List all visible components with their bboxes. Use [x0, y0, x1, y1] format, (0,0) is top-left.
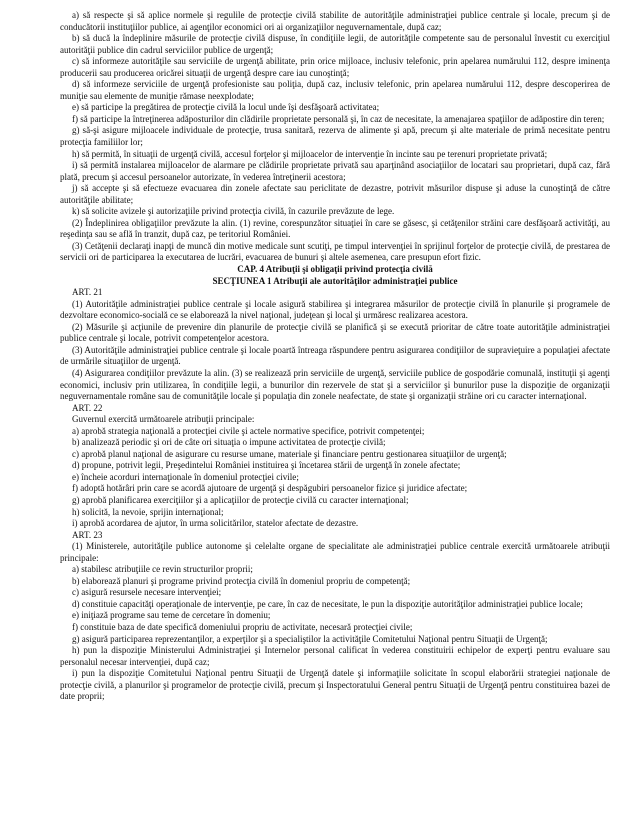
- list-item: f) constituie baza de date specifică domeniului propriu de activitate, necesară protecţiei civile;: [72, 621, 413, 632]
- article-21: [60, 287, 610, 402]
- list-item: c) aprobă planul naţional de asigurare cu resurse umane, materiale şi financiare pentru gestionarea situaţiilor de urgenţă;: [72, 448, 507, 459]
- paragraph: g) să-şi asigure mijloacele individuale de protecţie, trusa sanitară, rezerva de alimente şi apă, precum şi alte materiale de primă necesitate pentru protecţia familiilor lor;: [60, 125, 610, 148]
- article-intro: (1) Ministerele, autorităţile publice autonome şi celelalte organe de specialitate ale administraţiei publice centrale exercită următoarele atribuţii principale:: [60, 541, 610, 563]
- list-item: a) stabilesc atribuţiile ce revin structurilor proprii;: [72, 564, 253, 575]
- paragraph: (2) Măsurile şi acţiunile de prevenire din planurile de protecţie civilă se planifică şi se execută prioritar de către toate autorităţile administraţiei publice centrale şi locale, potrivit competenţelor acestora.: [60, 321, 610, 344]
- obligations-list: [60, 10, 610, 264]
- list-item: e) încheie acorduri internaţionale în domeniul protecţiei civile;: [72, 471, 299, 482]
- list-item: h) solicită, la nevoie, sprijin internaţional;: [72, 506, 224, 517]
- paragraph: h) să permită, în situaţii de urgenţă civilă, accesul forţelor şi mijloacelor de intervenţie în incinte sau pe terenuri proprietate privată;: [72, 148, 548, 159]
- article-label: ART. 21: [72, 287, 103, 298]
- list-item: i) pun la dispoziţie Comitetului Naţional pentru Situaţii de Urgenţă datele şi informaţiile solicitate în scopul elaborării strategiei naţionale de protecţie civilă, a planurilor şi programelor de protecţie civilă, precum şi Inspectoratului General pentru Situaţii de Urgenţă pentru constituirea bazei de date proprii;: [60, 668, 610, 702]
- paragraph: e) să participe la pregătirea de protecţie civilă la locul unde îşi desfăşoară activitatea;: [72, 102, 380, 113]
- article-intro: Guvernul exercită următoarele atribuţii principale:: [72, 414, 255, 425]
- paragraph: (2) Îndeplinirea obligaţiilor prevăzute la alin. (1) revine, corespunzător situaţiei în care se găsesc, şi cetăţenilor străini care desfăşoară activităţi, au reşedinţa sau se află în tranzit, după caz, pe teritoriul României.: [60, 217, 610, 240]
- paragraph: b) să ducă la îndeplinire măsurile de protecţie civilă dispuse, în condiţiile legii, de autorităţile competente sau de personalul învestit cu exerciţiul autorităţii publice din cadrul serviciilor publice de urgenţă;: [60, 33, 610, 55]
- paragraph: (3) Cetăţenii declaraţi inapţi de muncă din motive medicale sunt scutiţi, pe timpul intervenţiei în sprijinul forţelor de protecţie civilă, de prestarea de servicii ori de participarea la executarea de lucrări, evacuarea de bunuri şi altele asemenea, care presupun efort fizic.: [60, 240, 610, 263]
- paragraph: (3) Autorităţile administraţiei publice centrale şi locale poartă întreaga răspundere pentru asigurarea condiţiilor de supravieţuire a populaţiei afectate de urmările situaţiilor de urgenţă.: [60, 344, 610, 367]
- list-item: d) constituie capacităţi operaţionale de intervenţie, pe care, în caz de necesitate, le pun la dispoziţie autorităţilor administraţiei publice locale;: [72, 598, 583, 609]
- paragraph: k) să solicite avizele şi autorizaţiile privind protecţia civilă, în cazurile prevăzute de lege.: [72, 206, 395, 217]
- list-item: e) iniţiază programe sau teme de cercetare în domeniu;: [72, 610, 271, 621]
- paragraph: c) să informeze autorităţile sau serviciile de urgenţă abilitate, prin orice mijloace, inclusiv telefonic, prin apelarea numărului 112, despre iminenţa producerii sau producerea oricărei situaţii de urgenţă despre care iau cunoştinţă;: [60, 56, 610, 78]
- article-label: ART. 23: [72, 529, 103, 540]
- article-label: ART. 22: [72, 402, 103, 413]
- list-item: a) aprobă strategia naţională a protecţiei civile şi actele normative specifice, potrivit competenţei;: [72, 425, 425, 436]
- paragraph: (1) Autorităţile administraţiei publice centrale şi locale asigură stabilirea şi integrarea măsurilor de protecţie civilă în planurile şi programele de dezvoltare economico-socială ce se elaborează la nivel naţional, judeţean şi local şi urmăresc realizarea acestora.: [60, 298, 610, 321]
- list-item: h) pun la dispoziţie Ministerului Administraţiei şi Internelor personal calificat în vederea constituirii echipelor de experţi pentru evaluare sau personalul necesar intervenţiei, după caz;: [60, 645, 610, 667]
- article-23: [60, 530, 610, 703]
- chapter-title: CAP. 4 Atribuţii şi obligaţii privind protecţia civilă: [237, 264, 433, 275]
- list-item: i) aprobă acordarea de ajutor, în urma solicitărilor, statelor afectate de dezastre.: [72, 518, 359, 529]
- paragraph: f) să participe la întreţinerea adăposturilor din clădirile proprietate personală şi, în caz de necesitate, la amenajarea spaţiilor de adăpostire din teren;: [72, 113, 605, 124]
- list-item: g) asigură participarea reprezentanţilor, a experţilor şi a specialiştilor la activităţile Comitetului Naţional pentru Situaţii de Urgenţă;: [72, 633, 548, 644]
- article-22: [60, 403, 610, 530]
- list-item: b) elaborează planuri şi programe privind protecţia civilă în domeniul propriu de competenţă;: [72, 575, 411, 586]
- list-item: d) propune, potrivit legii, Preşedintelui României instituirea şi încetarea stării de urgenţă în zonele afectate;: [72, 460, 461, 471]
- list-item: f) adoptă hotărâri prin care se acordă ajutoare de urgenţă şi despăgubiri persoanelor fizice şi juridice afectate;: [72, 483, 468, 494]
- paragraph: d) să informeze serviciile de urgenţă profesioniste sau poliţia, după caz, inclusiv telefonic, prin apelarea numărului 112, despre descoperirea de muniţie sau elemente de muniţie rămase neexplodate;: [60, 79, 610, 101]
- paragraph: i) să permită instalarea mijloacelor de alarmare pe clădirile proprietate privată sau aparţinând asociaţiilor de locatari sau proprietari, după caz, fără plată, precum şi accesul persoanelor autorizate, în vederea întreţinerii acestora;: [60, 160, 610, 182]
- paragraph: a) să respecte şi să aplice normele şi regulile de protecţie civilă stabilite de autorităţile administraţiei publice centrale şi locale, precum şi de conducătorii instituţiilor publice, ai agenţilor economici ori ai organizaţiilor neguvernamentale, după caz;: [60, 10, 610, 32]
- paragraph: (4) Asigurarea condiţiilor prevăzute la alin. (3) se realizează prin serviciile de urgenţă, serviciile publice de gospodărie comunală, instituţii şi agenţi economici, inclusiv prin utilizarea, în condiţiile legii, a bunurilor din rezervele de stat şi a serviciilor şi bunurilor puse la dispoziţie de organizaţii neguvernamentale române sau de comunităţile locale şi populaţia din zonele neafectate, de state şi organizaţii străine ori cu caracter internaţional.: [60, 367, 610, 402]
- list-item: b) analizează periodic şi ori de câte ori situaţia o impune activitatea de protecţie civilă;: [72, 437, 386, 448]
- list-item: c) asigură resursele necesare intervenţiei;: [72, 587, 222, 598]
- section-title: SECŢIUNEA 1 Atribuţii ale autorităţilor administraţiei publice: [212, 275, 458, 286]
- list-item: g) aprobă planificarea exerciţiilor şi a aplicaţiilor de protecţie civilă cu caracter internaţional;: [72, 494, 409, 505]
- paragraph: j) să accepte şi să efectueze evacuarea din zonele afectate sau periclitate de dezastre, potrivit măsurilor dispuse şi aduse la cunoştinţă de către autorităţile abilitate;: [60, 183, 610, 205]
